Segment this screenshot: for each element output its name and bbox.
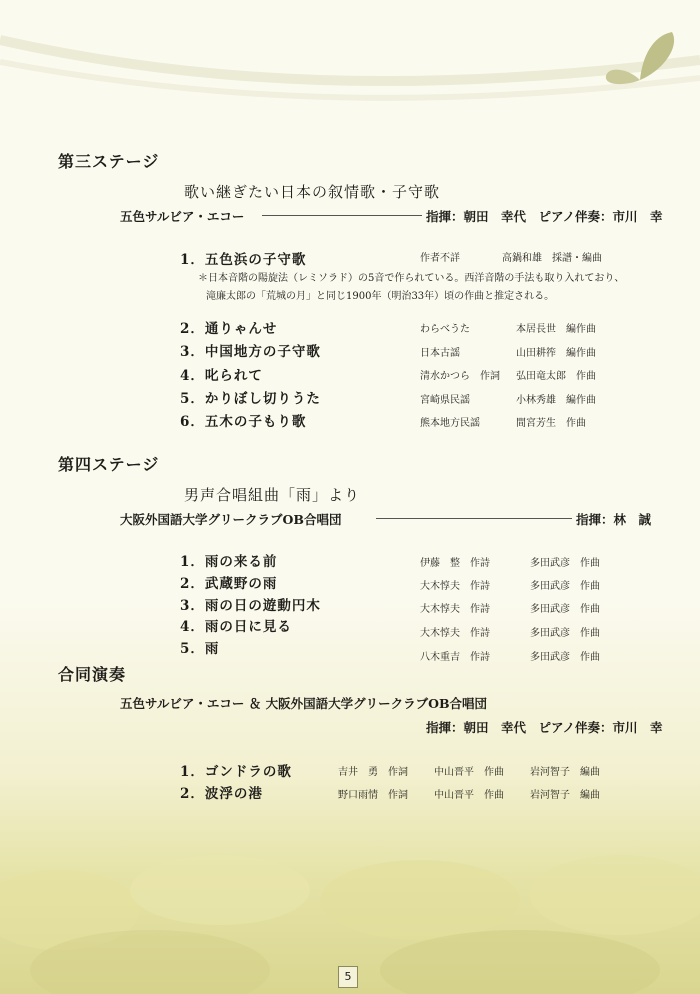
stage3-song-6-credit-a: 熊本地方民謡 bbox=[420, 418, 480, 429]
joint-song-1-credit-b: 中山晋平 作曲 bbox=[434, 767, 504, 778]
stage3-song-1-credit-b: 高鍋和雄 採譜・編曲 bbox=[502, 253, 602, 264]
joint-song-1-credit-c: 岩河智子 編曲 bbox=[530, 767, 600, 778]
stage3-song-2: 2．通りゃんせ bbox=[180, 321, 278, 337]
stage3-credit: 指揮：朝田 幸代 ピアノ伴奏：市川 幸 bbox=[426, 209, 663, 224]
stage4-song-3-credit-a: 大木惇夫 作詩 bbox=[420, 604, 490, 615]
stage4-credit: 指揮：林 誠 bbox=[576, 512, 652, 527]
stage3-song-3-credit-a: 日本古謡 bbox=[420, 348, 460, 359]
stage4-song-3-credit-b: 多田武彦 作曲 bbox=[530, 604, 600, 615]
stage3-song-1-credit-a: 作者不詳 bbox=[420, 253, 460, 264]
stage3-group: 五色サルビア・エコー bbox=[120, 209, 245, 224]
stage4-song-4-credit-a: 大木惇夫 作詩 bbox=[420, 628, 490, 639]
page-number: 5 bbox=[338, 966, 358, 988]
stage4-song-5: 5．雨 bbox=[180, 641, 220, 657]
stage4-song-2-credit-b: 多田武彦 作曲 bbox=[530, 581, 600, 592]
stage3-note-line1: ＊日本音階の陽旋法（レミソラド）の5音で作られている。西洋音階の手法も取り入れており、 bbox=[198, 273, 625, 284]
stage3-song-3-credit-b: 山田耕筰 編作曲 bbox=[516, 348, 596, 359]
joint-credit: 指揮：朝田 幸代 ピアノ伴奏：市川 幸 bbox=[426, 720, 663, 735]
joint-song-2: 2．波浮の港 bbox=[180, 786, 263, 802]
stage4-song-1-credit-b: 多田武彦 作曲 bbox=[530, 558, 600, 569]
stage4-song-4: 4．雨の日に見る bbox=[180, 619, 292, 635]
stage3-song-1: 1．五色浜の子守歌 bbox=[180, 252, 307, 268]
stage4-song-1-credit-a: 伊藤 整 作詩 bbox=[420, 558, 490, 569]
stage4-song-4-credit-b: 多田武彦 作曲 bbox=[530, 628, 600, 639]
stage4-song-5-credit-a: 八木重吉 作詩 bbox=[420, 652, 490, 663]
decorative-swoosh bbox=[0, 0, 700, 120]
joint-song-1: 1．ゴンドラの歌 bbox=[180, 764, 292, 780]
stage3-song-4: 4．叱られて bbox=[180, 368, 263, 384]
joint-title: 合同演奏 bbox=[58, 665, 127, 684]
divider-line bbox=[262, 215, 422, 216]
stage3-song-5-credit-b: 小林秀雄 編作曲 bbox=[516, 395, 596, 406]
stage3-song-5-credit-a: 宮崎県民謡 bbox=[420, 395, 470, 406]
joint-song-2-credit-b: 中山晋平 作曲 bbox=[434, 790, 504, 801]
stage3-song-5: 5．かりぼし切りうた bbox=[180, 391, 321, 407]
stage3-song-3: 3．中国地方の子守歌 bbox=[180, 344, 321, 360]
stage4-song-2: 2．武蔵野の雨 bbox=[180, 576, 278, 592]
stage3-subtitle: 歌い継ぎたい日本の叙情歌・子守歌 bbox=[184, 183, 441, 201]
butterfly-icon bbox=[600, 28, 680, 88]
stage4-title: 第四ステージ bbox=[58, 455, 160, 474]
joint-song-2-credit-a: 野口雨情 作詞 bbox=[338, 790, 408, 801]
stage3-title: 第三ステージ bbox=[58, 152, 160, 171]
stage3-song-4-credit-a: 清水かつら 作詞 bbox=[420, 371, 500, 382]
stage3-note-line2: 滝廉太郎の「荒城の月」と同じ1900年（明治33年）頃の作曲と推定される。 bbox=[206, 291, 555, 302]
stage3-song-6-credit-b: 間宮芳生 作曲 bbox=[516, 418, 586, 429]
stage4-song-5-credit-b: 多田武彦 作曲 bbox=[530, 652, 600, 663]
stage3-song-6: 6．五木の子もり歌 bbox=[180, 414, 307, 430]
stage4-subtitle: 男声合唱組曲「雨」より bbox=[184, 486, 361, 504]
stage3-song-4-credit-b: 弘田竜太郎 作曲 bbox=[516, 371, 596, 382]
stage4-song-2-credit-a: 大木惇夫 作詩 bbox=[420, 581, 490, 592]
stage4-song-3: 3．雨の日の遊動円木 bbox=[180, 598, 321, 614]
stage4-song-1: 1．雨の来る前 bbox=[180, 554, 278, 570]
joint-song-1-credit-a: 吉井 勇 作詞 bbox=[338, 767, 408, 778]
divider-line bbox=[376, 518, 572, 519]
joint-song-2-credit-c: 岩河智子 編曲 bbox=[530, 790, 600, 801]
joint-groups: 五色サルビア・エコー ＆ 大阪外国語大学グリークラブOB合唱団 bbox=[120, 696, 488, 711]
stage3-song-2-credit-a: わらべうた bbox=[420, 324, 470, 335]
stage4-group: 大阪外国語大学グリークラブOB合唱団 bbox=[120, 512, 342, 527]
stage3-song-2-credit-b: 本居長世 編作曲 bbox=[516, 324, 596, 335]
